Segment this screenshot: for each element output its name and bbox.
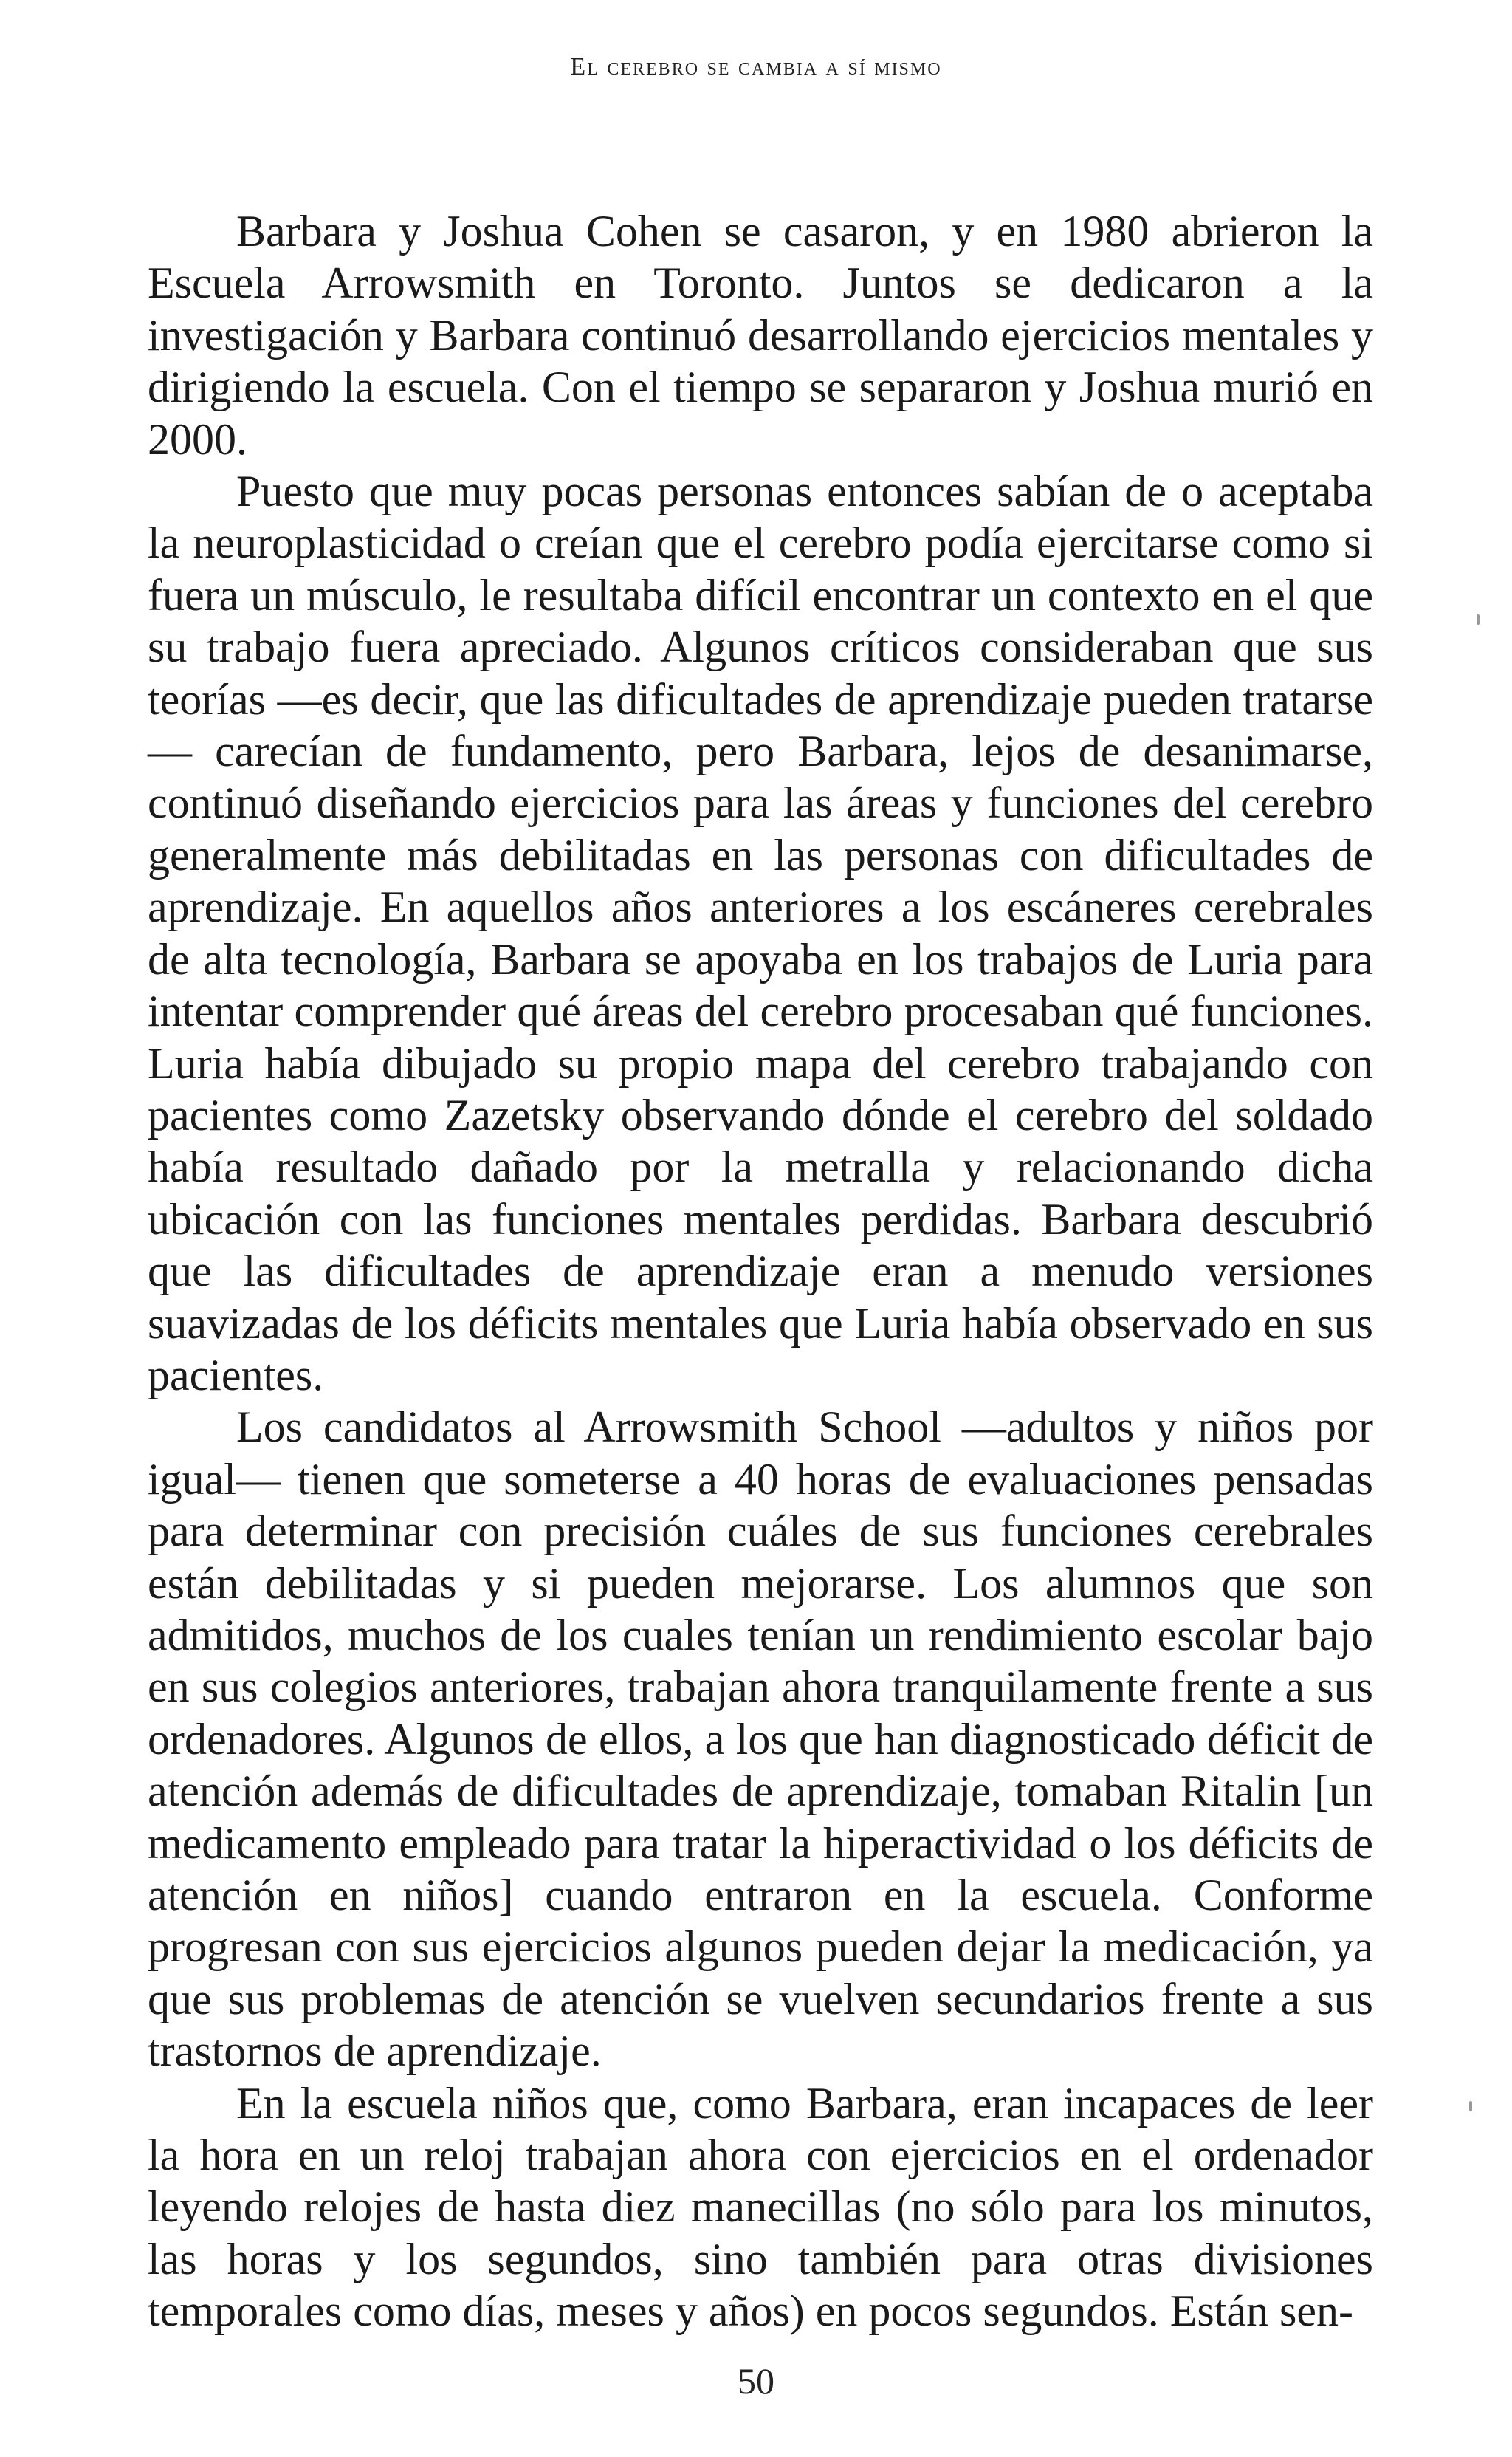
paragraph-4: En la escuela niños que, como Barbara, eran incapaces de leer la hora en un reloj trabajan ahora con ejercicios en el ordenador leyendo relojes de hasta diez manecillas (no sólo para los minutos, las horas y los segundos, sino también para otras divisiones temporales como días, meses y años) en pocos segundos. Están sen-	[148, 2078, 1373, 2336]
paragraph-3: Los candidatos al Arrowsmith School —adultos y niños por igual— tienen que someterse a 40 horas de evaluaciones pensadas para determinar con precisión cuáles de sus funciones cerebrales están debilitadas y si pueden mejorarse. Los alumnos que son admitidos, muchos de los cuales tenían un rendimiento escolar bajo en sus colegios anteriores, trabajan ahora tranquilamente frente a sus ordenadores. Algunos de ellos, a los que han diagnosticado déficit de atención además de dificultades de aprendizaje, tomaban Ritalin [un medicamento empleado para tratar la hiperactividad o los déficits de atención en niños] cuando entraron en la escuela. Conforme progresan con sus ejercicios algunos pueden dejar la medicación, ya que sus problemas de atención se vuelven secundarios frente a sus trastornos de aprendizaje.	[148, 1402, 1373, 2076]
body-text	[148, 205, 1373, 2337]
paragraph-2: Puesto que muy pocas personas entonces sabían de o aceptaba la neuroplasticidad o creían que el cerebro podía ejercitarse como si fuera un músculo, le resultaba difícil encontrar un contexto en el que su trabajo fuera apreciado. Algunos críticos consideraban que sus teorías —es decir, que las dificultades de aprendizaje pueden tratarse— carecían de fundamento, pero Barbara, lejos de desanimarse, continuó diseñando ejercicios para las áreas y funciones del cerebro generalmente más debilitadas en las personas con dificultades de aprendizaje. En aquellos años anteriores a los escáneres cerebrales de alta tecnología, Barbara se apoyaba en los trabajos de Luria para intentar comprender qué áreas del cerebro procesaban qué funciones. Luria había dibujado su propio mapa del cerebro trabajando con pacientes como Zazetsky observando dónde el cerebro del soldado había resultado dañado por la metralla y relacionando dicha ubicación con las funciones mentales perdidas. Barbara descubrió que las dificultades de aprendizaje eran a menudo versiones suavizadas de los déficits mentales que Luria había observado en sus pacientes.	[148, 467, 1373, 1399]
scan-speck	[1477, 614, 1480, 625]
running-head: El cerebro se cambia a sí mismo	[570, 53, 942, 80]
paragraph-1: Barbara y Joshua Cohen se casaron, y en 1980 abrieron la Escuela Arrowsmith en Toronto. Juntos se dedicaron a la investigación y Barbara continuó desarrollando ejercicios mentales y dirigiendo la escuela. Con el tiempo se separaron y Joshua murió en 2000.	[148, 207, 1373, 464]
page-number: 50	[738, 2360, 774, 2402]
scan-speck	[1469, 2101, 1472, 2111]
